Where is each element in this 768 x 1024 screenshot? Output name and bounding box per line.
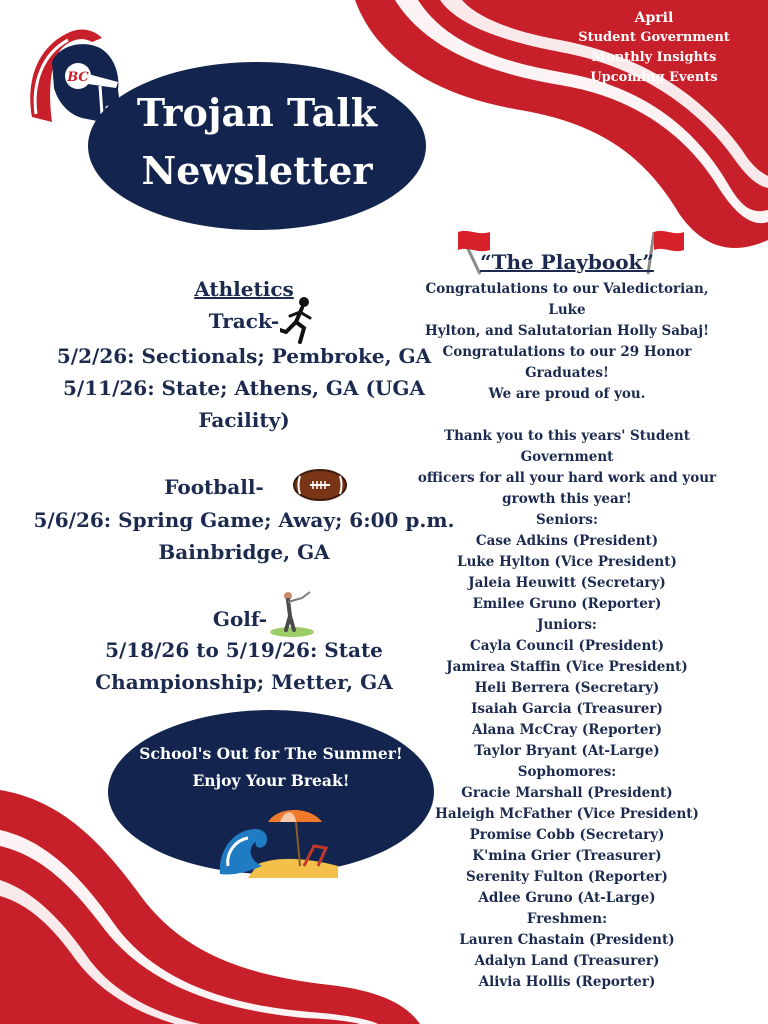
title-line-1: Trojan Talk xyxy=(136,90,378,135)
officer-line: Lauren Chastain (President) xyxy=(459,932,675,948)
golf-line: 5/18/26 to 5/19/26: State xyxy=(105,638,383,662)
playbook-line: Thank you to this years' Student Government xyxy=(444,428,690,465)
runner-icon xyxy=(280,296,318,344)
football-line: 5/6/26: Spring Game; Away; 6:00 p.m. xyxy=(33,508,455,532)
playbook-line: Hylton, and Salutatorian Holly Sabaj! xyxy=(424,323,710,339)
officer-line: Jamirea Staffin (Vice President) xyxy=(446,659,688,675)
football-line: Bainbridge, GA xyxy=(158,540,330,564)
officer-line: Luke Hylton (Vice President) xyxy=(457,554,677,570)
title-line-2: Newsletter xyxy=(141,148,373,193)
playbook-line: growth this year! xyxy=(502,491,632,507)
corner-month: April xyxy=(634,10,674,26)
playbook-body xyxy=(408,279,726,993)
playbook-spacer xyxy=(408,405,726,426)
playbook-line: officers for all your hard work and your xyxy=(417,470,717,486)
golfer-icon xyxy=(268,588,318,638)
officer-line: Jaleia Heuwitt (Secretary) xyxy=(468,575,666,591)
golf-line: Championship; Metter, GA xyxy=(95,670,393,694)
track-line: 5/2/26: Sectionals; Pembroke, GA xyxy=(56,344,432,368)
summer-message xyxy=(108,740,434,794)
officer-line: Adalyn Land (Treasurer) xyxy=(474,953,660,969)
newsletter-title xyxy=(88,84,426,200)
class-heading-juniors: Juniors: xyxy=(537,617,597,633)
officer-line: Promise Cobb (Secretary) xyxy=(469,827,665,843)
beach-umbrella-wave-icon xyxy=(218,804,342,878)
track-line: 5/11/26: State; Athens, GA (UGA xyxy=(63,376,425,400)
playbook-line: We are proud of you. xyxy=(488,386,646,402)
corner-info xyxy=(554,8,754,88)
playbook-heading: “The Playbook” xyxy=(480,250,654,274)
class-heading-sophomores: Sophomores: xyxy=(517,764,617,780)
officer-line: Cayla Council (President) xyxy=(470,638,664,654)
officer-line: Alana McCray (Reporter) xyxy=(471,722,662,738)
officer-line: Isaiah Garcia (Treasurer) xyxy=(471,701,663,717)
officer-line: Serenity Fulton (Reporter) xyxy=(466,869,668,885)
officer-line: Adlee Gruno (At-Large) xyxy=(478,890,656,906)
athletics-heading: Athletics xyxy=(194,277,294,301)
track-label: Track- xyxy=(208,309,280,333)
playbook-line: Congratulations to our 29 Honor Graduates! xyxy=(442,344,692,381)
football-section xyxy=(0,472,458,502)
class-heading-seniors: Seniors: xyxy=(536,512,598,528)
officer-line: Case Adkins (President) xyxy=(475,533,659,549)
summer-line: Enjoy Your Break! xyxy=(192,771,350,790)
officer-line: Alivia Hollis (Reporter) xyxy=(478,974,656,990)
golf-label: Golf- xyxy=(212,607,268,631)
officer-line: Emilee Gruno (Reporter) xyxy=(472,596,662,612)
corner-line: Student Government xyxy=(578,30,730,45)
playbook-line: Congratulations to our Valedictorian, Luke xyxy=(425,281,709,318)
football-label: Football- xyxy=(164,475,264,499)
officer-line: Haleigh McFather (Vice President) xyxy=(435,806,699,822)
corner-line: Monthly Insights xyxy=(591,50,717,65)
corner-line: Upcoming Events xyxy=(590,70,718,85)
officer-line: Gracie Marshall (President) xyxy=(461,785,673,801)
football-icon xyxy=(292,468,348,502)
officer-line: Heli Berrera (Secretary) xyxy=(474,680,660,696)
logo-monogram: BC xyxy=(67,70,89,85)
class-heading-freshmen: Freshmen: xyxy=(526,911,608,927)
summer-line: School's Out for The Summer! xyxy=(139,744,403,763)
officer-line: Taylor Bryant (At-Large) xyxy=(474,743,660,759)
officer-line: K'mina Grier (Treasurer) xyxy=(472,848,662,864)
track-line: Facility) xyxy=(198,408,290,432)
